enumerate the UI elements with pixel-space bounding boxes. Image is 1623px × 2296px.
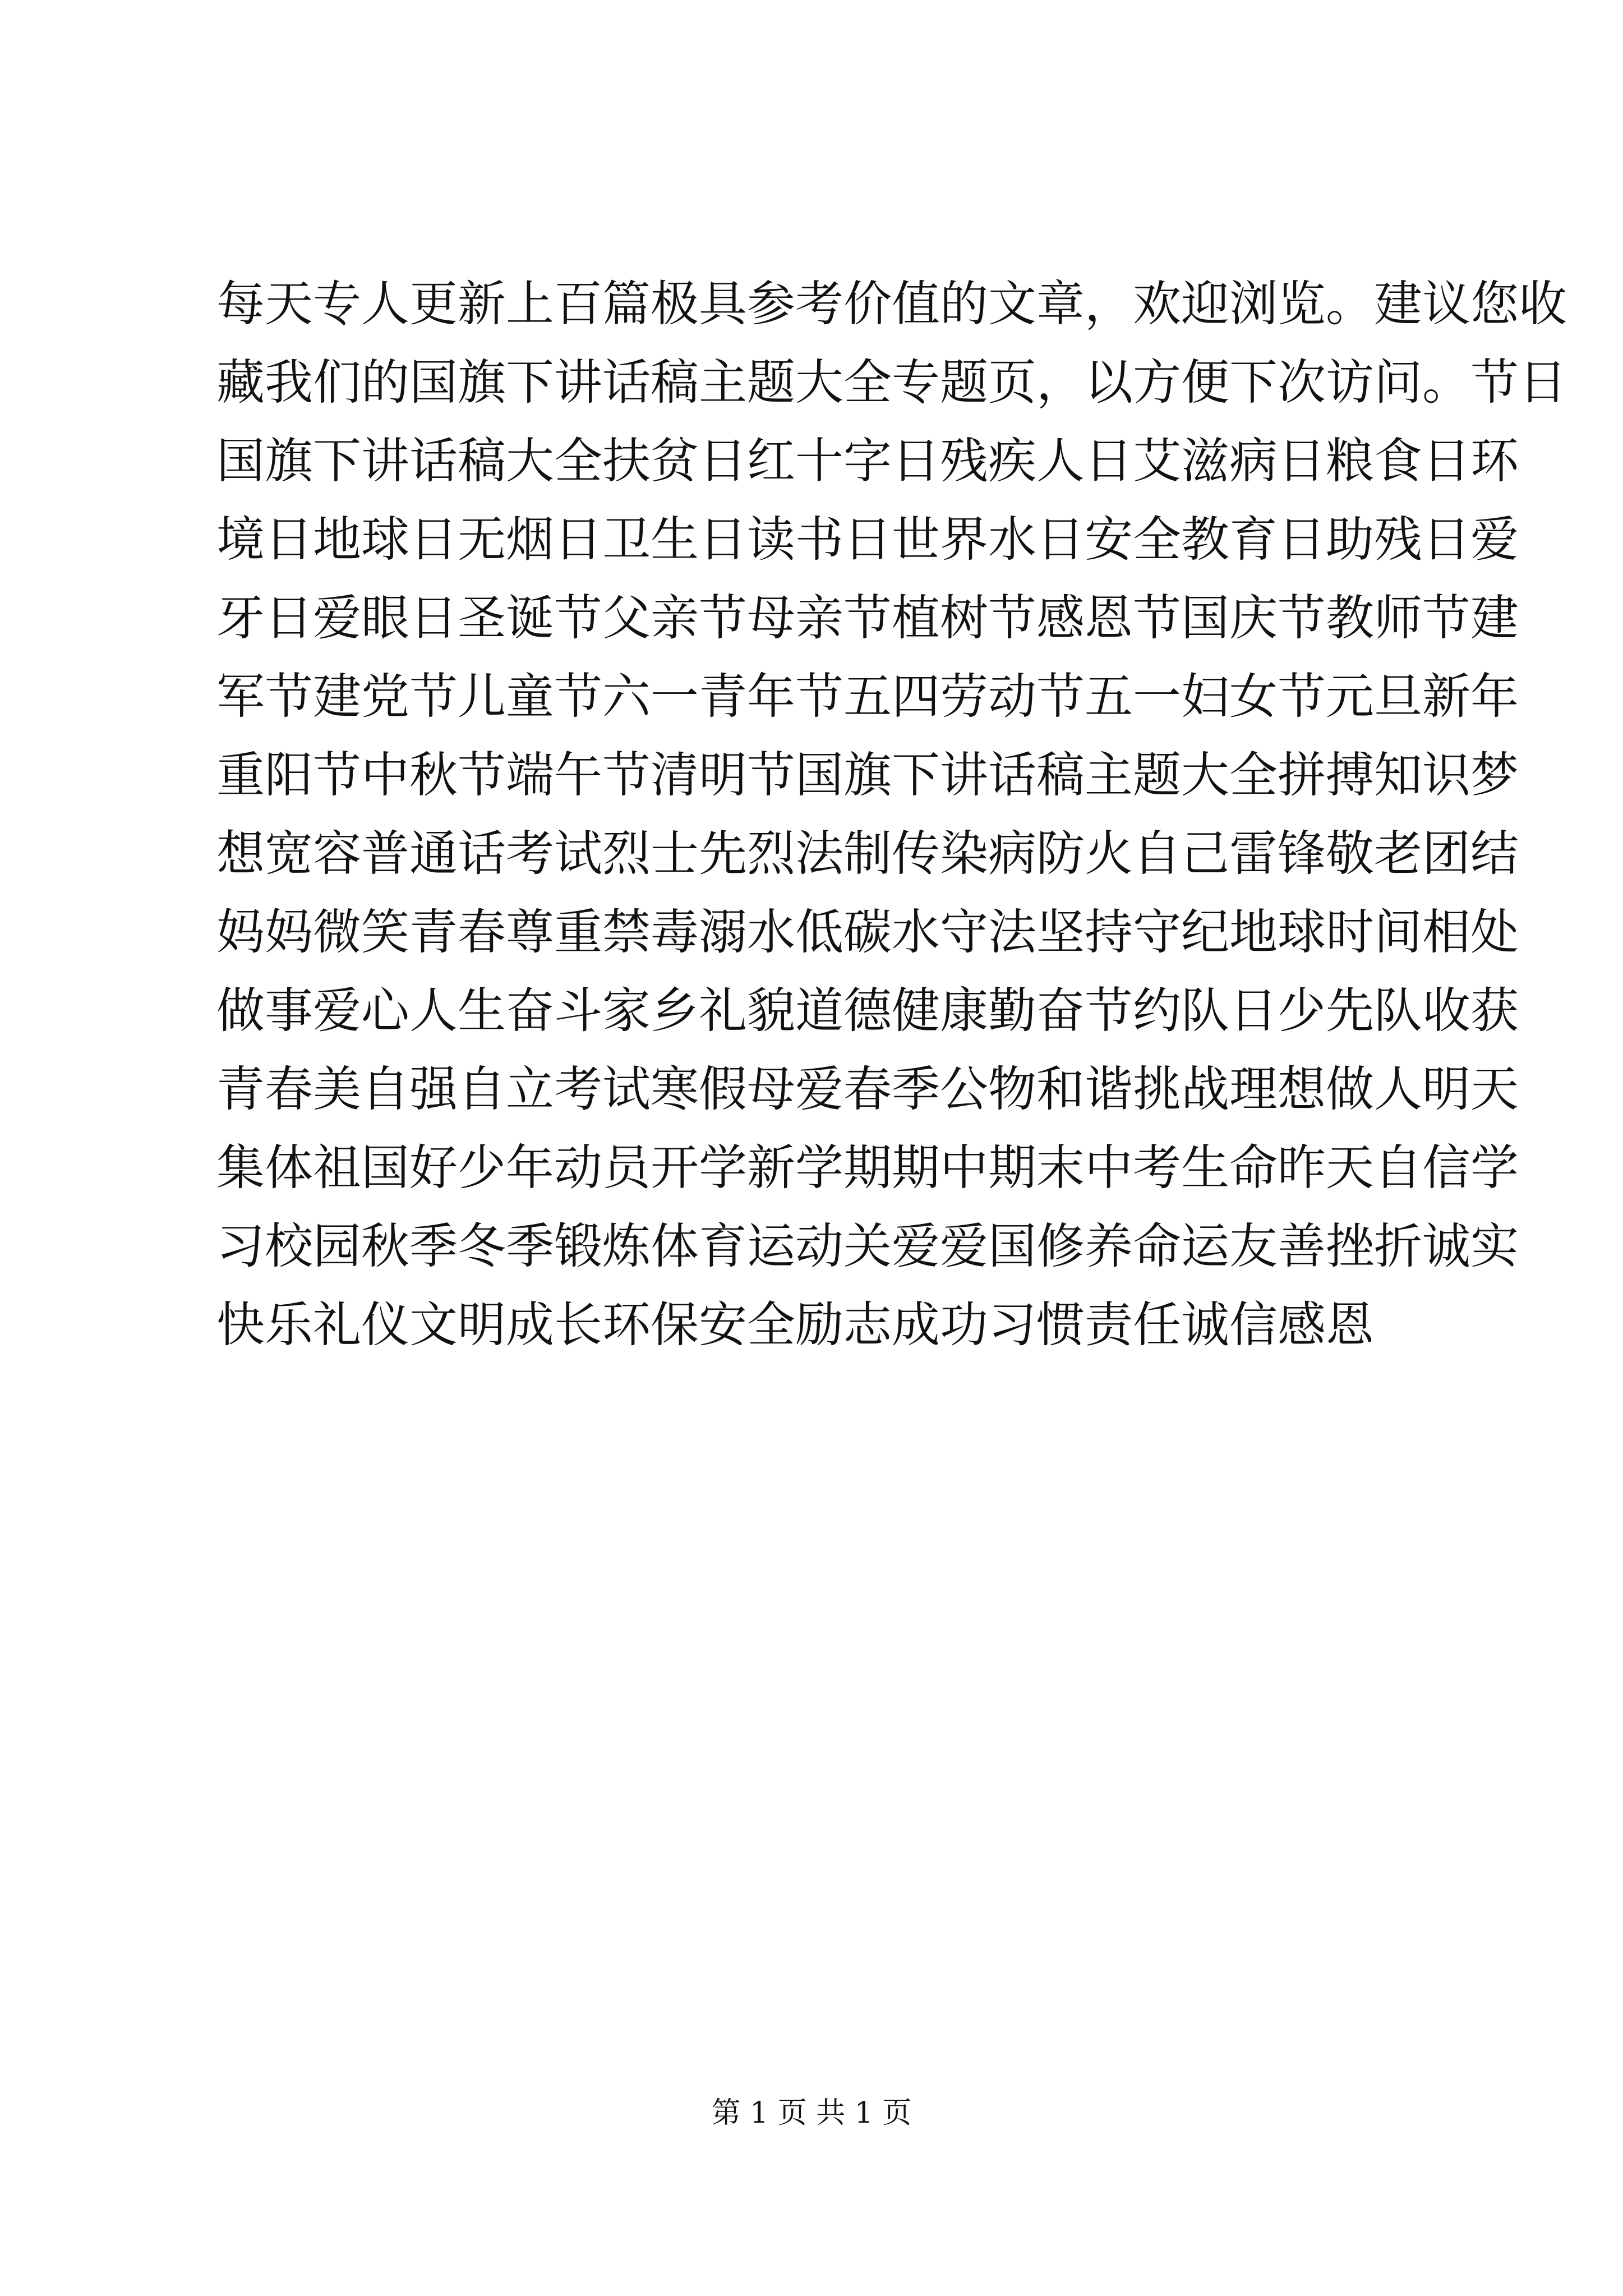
body-line: 国旗下讲话稿大全扶贫日红十字日残疾人日艾滋病日粮食日环 — [216, 433, 1519, 489]
body-line: 境日地球日无烟日卫生日读书日世界水日安全教育日助残日爱 — [216, 512, 1519, 568]
body-paragraph — [216, 265, 1567, 1364]
body-line: 妈妈微笑青春尊重禁毒溺水低碳水守法坚持守纪地球时间相处 — [216, 904, 1519, 960]
body-line: 牙日爱眼日圣诞节父亲节母亲节植树节感恩节国庆节教师节建 — [216, 590, 1519, 646]
body-line: 快乐礼仪文明成长环保安全励志成功习惯责任诚信感恩 — [216, 1297, 1374, 1353]
body-line: 集体祖国好少年动员开学新学期期中期末中考生命昨天自信学 — [216, 1140, 1519, 1196]
body-line: 军节建党节儿童节六一青年节五四劳动节五一妇女节元旦新年 — [216, 669, 1519, 725]
body-line: 青春美自强自立考试寒假母爱春季公物和谐挑战理想做人明天 — [216, 1061, 1519, 1117]
body-line: 做事爱心人生奋斗家乡礼貌道德健康勤奋节约队日少先队收获 — [216, 983, 1519, 1039]
page-footer: 第 1 页 共 1 页 — [711, 2096, 912, 2130]
body-line: 习校园秋季冬季锻炼体育运动关爱爱国修养命运友善挫折诚实 — [216, 1218, 1519, 1274]
body-line: 每天专人更新上百篇极具参考价值的文章，欢迎浏览。建议您收 — [216, 276, 1567, 332]
body-line: 重阳节中秋节端午节清明节国旗下讲话稿主题大全拼搏知识梦 — [216, 747, 1519, 803]
body-line: 藏我们的国旗下讲话稿主题大全专题页，以方便下次访问。节日 — [216, 355, 1567, 411]
body-line: 想宽容普通话考试烈士先烈法制传染病防火自己雷锋敬老团结 — [216, 826, 1519, 882]
